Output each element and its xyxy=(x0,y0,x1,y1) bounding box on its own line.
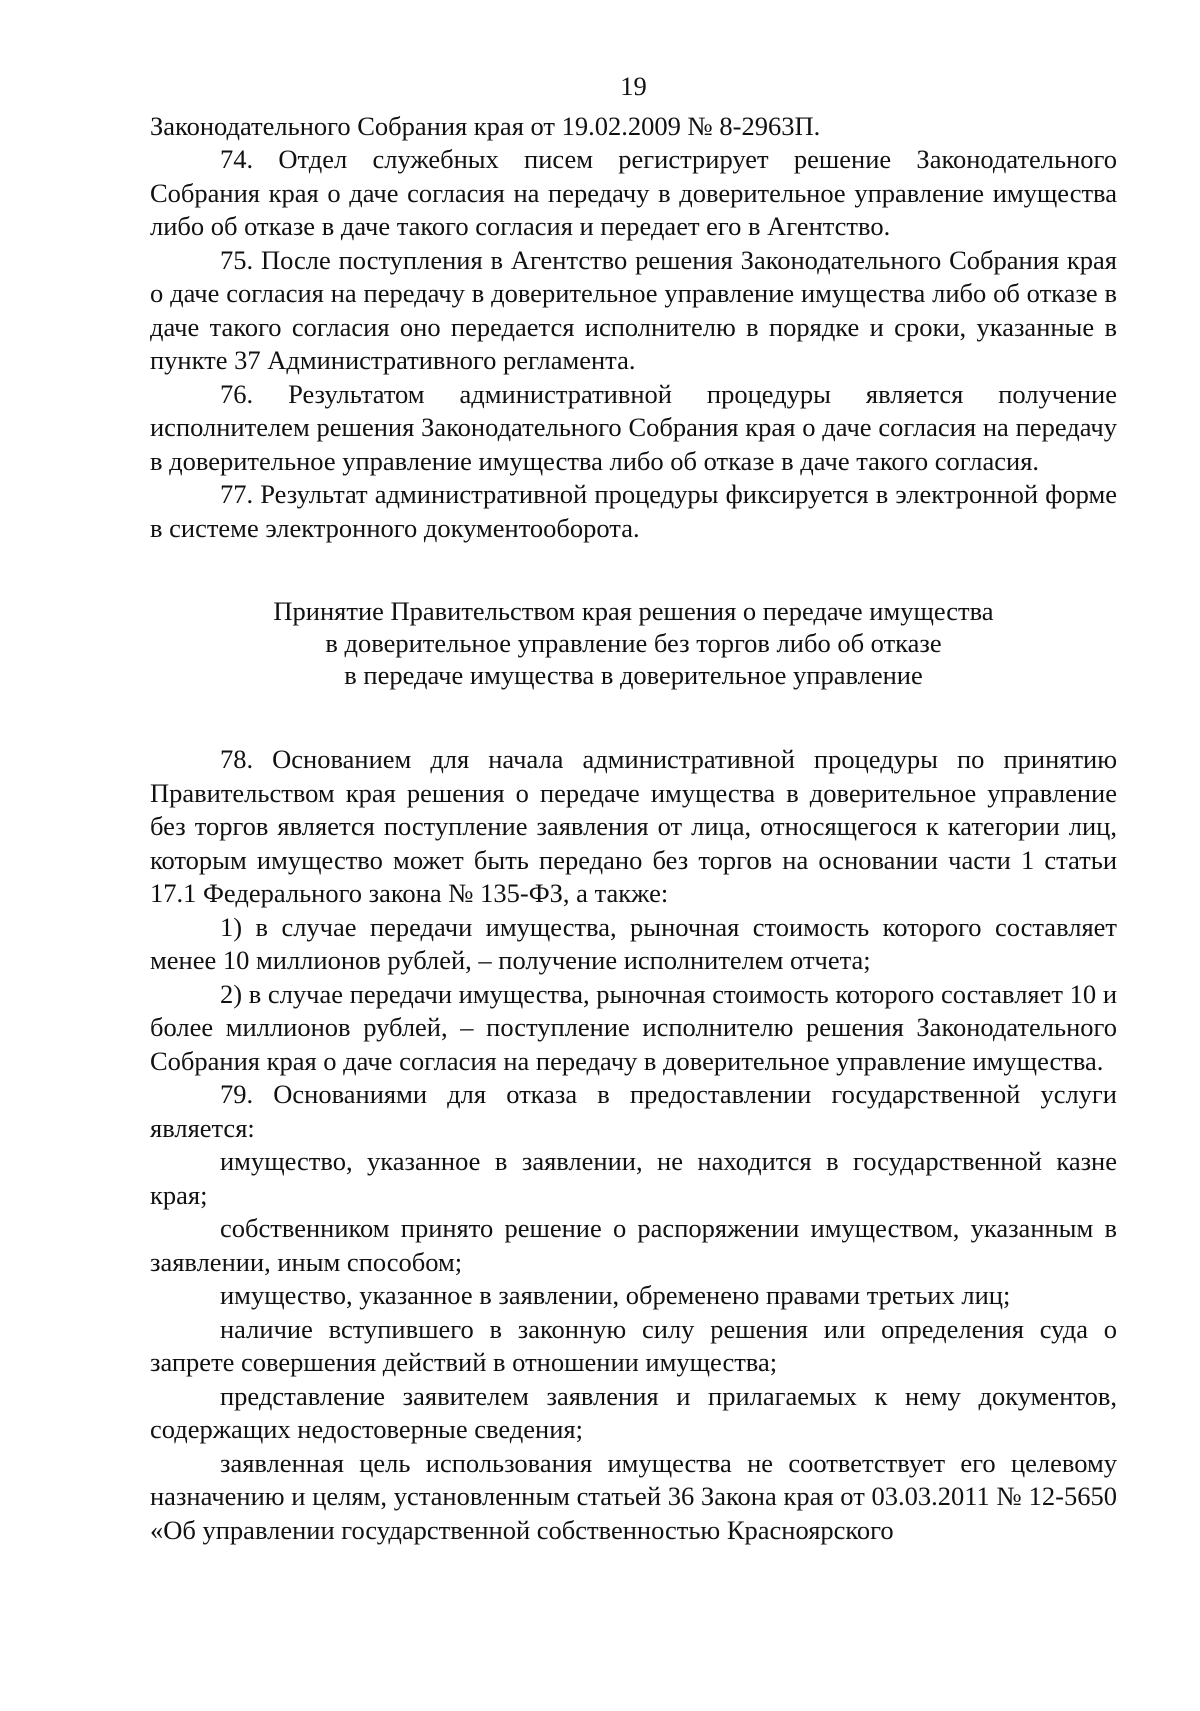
paragraph-74: 74. Отдел служебных писем регистрирует решение Законодательного Собрания края о даче согласия на передачу в доверительное управление имущества либо об отказе в даче такого согласия и передает его в Агентство. xyxy=(150,144,1117,241)
paragraph-77: 77. Результат административной процедуры фиксируется в электронной форме в системе электронного документооборота. xyxy=(150,479,1117,543)
paragraph-76: 76. Результатом административной процедуры является получение исполнителем решения Законодательного Собрания края о даче согласия на передачу в доверительное управление имущества либо об отказе в даче такого согласия. xyxy=(150,378,1117,476)
refusal-ground-item: представление заявителем заявления и прилагаемых к нему документов, содержащих недостоверные сведения; xyxy=(150,1380,1117,1444)
paragraph-78: 78. Основанием для начала административной процедуры по принятию Правительством края решения о передаче имущества в доверительное управление без торгов является поступление заявления от лица, относящегося к категории лиц, которым имущество может быть передано без торгов на основании части 1 статьи 17.1 Федерального закона № 135-ФЗ, а также: xyxy=(150,744,1117,908)
section-heading-line: в передаче имущества в доверительное управление xyxy=(344,660,923,690)
refusal-ground-item: имущество, указанное в заявлении, обременено правами третьих лиц; xyxy=(220,1280,1011,1310)
refusal-ground-item: наличие вступившего в законную силу решения или определения суда о запрете совершения действий в отношении имущества; xyxy=(150,1313,1117,1377)
paragraph-78-item-1: 1) в случае передачи имущества, рыночная стоимость которого составляет менее 10 миллионов рублей, – получение исполнителем отчета; xyxy=(150,911,1117,975)
refusal-ground-item: имущество, указанное в заявлении, не находится в государственной казне края; xyxy=(150,1146,1117,1210)
paragraph-75: 75. После поступления в Агентство решения Законодательного Собрания края о даче согласия на передачу в доверительное управление имущества либо об отказе в даче такого согласия оно передается исполнителю в порядке и сроки, указанные в пункте 37 Административного регламента. xyxy=(150,244,1117,375)
refusal-ground-item: заявленная цель использования имущества не соответствует его целевому назначению и целям, установленным статьей 36 Закона края от 03.03.2011 № 12-5650 «Об управлении государственной собственностью Красноярского xyxy=(150,1447,1117,1545)
paragraph-79: 79. Основаниями для отказа в предоставлении государственной услуги является: xyxy=(150,1079,1117,1143)
page-number: 19 xyxy=(620,71,647,101)
paragraph-78-item-2: 2) в случае передачи имущества, рыночная стоимость которого составляет 10 и более миллионов рублей, – поступление исполнителю решения Законодательного Собрания края о даче согласия на передачу в доверительное управление имущества. xyxy=(150,978,1117,1076)
refusal-ground-item: собственником принято решение о распоряжении имуществом, указанным в заявлении, иным способом; xyxy=(150,1213,1117,1277)
continuation-text: Законодательного Собрания края от 19.02.2009 № 8-2963П. xyxy=(150,110,821,141)
section-heading-line: Принятие Правительством края решения о передаче имущества xyxy=(273,596,994,626)
section-heading xyxy=(150,595,1117,691)
section-heading-line: в доверительное управление без торгов либо об отказе xyxy=(325,628,942,658)
